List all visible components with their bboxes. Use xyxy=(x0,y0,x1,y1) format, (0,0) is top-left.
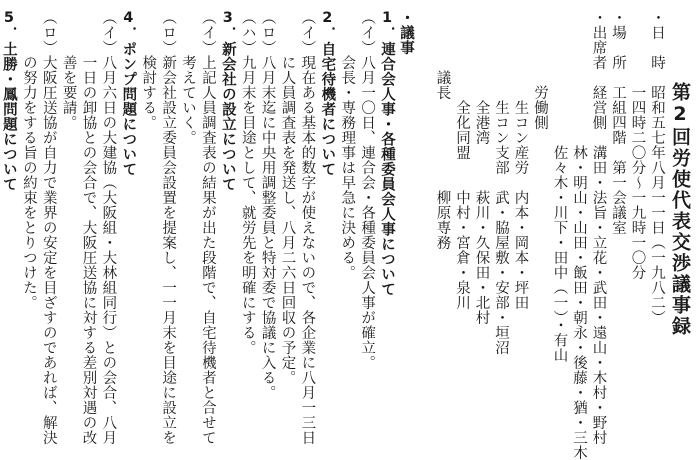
agenda-item-line: 会長・専務理事は早急に決める。 xyxy=(339,10,356,280)
header-line: 議長 柳原専務 xyxy=(434,10,451,250)
agenda-item-line: 考えていく。 xyxy=(180,10,196,145)
agenda-item-line: に人員調査表を発送し、八月二六日回収の予定。 xyxy=(279,10,296,385)
agenda-item-heading: 3．新会社の設立について xyxy=(219,10,236,192)
header-line: 生コン支部 武・脇屋敷・安部・垣沼 xyxy=(493,10,509,355)
header-line: ・場 所 工組四階 第一会議室 xyxy=(610,10,626,235)
agenda-item-line: （イ）八月六日の大建協（大阪組・大林組同行）との会合、八月 xyxy=(100,10,117,445)
header-line: 一四時二〇分〜一九時一〇分 xyxy=(629,10,646,280)
agenda-item-line: （イ）八月一〇日、連合会・各種委員会人事が確立。 xyxy=(359,10,376,370)
header-line: ・日 時 昭和五七年八月一一日（一九八二） xyxy=(649,10,665,325)
document-title: 第2回労使代表交渉議事録 xyxy=(669,82,691,337)
agenda-item-line: 一日の卸協との会合で、大阪圧送協に対する差別対遇の改 xyxy=(80,10,97,445)
agenda-item-line: （ロ）新会社設立委員会設置を提案し、一一月末を目途に設立を xyxy=(160,10,177,445)
agenda-item-heading: 2．自宅待機者について xyxy=(319,10,336,177)
agenda-item-line: の努力をする旨の約束をとりつけた。 xyxy=(20,10,37,310)
header-line: 全化同盟 中村・宮倉・泉川 xyxy=(454,10,470,310)
agenda-item-line: （ロ）大阪圧送協が自力で業界の安定を目ざすのであれば、解決 xyxy=(40,10,57,445)
agenda-item-line: （ハ）九月末を目途として、就労先を明確にする。 xyxy=(239,10,256,355)
agenda-item-line: 善を要請。 xyxy=(60,10,77,130)
header-line: ・出席者 経営側 溝田・法旨・立花・武田・遠山・木村・野村 xyxy=(590,10,607,445)
header-line: 林・明山・山田・飯田・朝永・後藤・猶・三木 xyxy=(571,10,587,460)
agenda-heading: ・議事 xyxy=(398,10,414,55)
header-line: 生コン産労 内本・岡本・坪田 xyxy=(512,10,529,310)
header-line: 労働側 xyxy=(532,10,548,130)
agenda-item-heading: 5．土勝・鳳問題について xyxy=(0,10,17,192)
header-line: 佐々木・川下・田中（一）・有山 xyxy=(551,10,568,363)
agenda-item-line: 検討する。 xyxy=(140,10,157,130)
agenda-item-line: （ロ）八月末迄に中央用調整委員と特対委で協議に入る。 xyxy=(259,10,276,400)
header-line: 全港湾 萩川・久保田・北村 xyxy=(473,10,490,325)
agenda-item-heading: 4．ポンプ問題について xyxy=(120,10,137,177)
agenda-item-line: （イ）上記人員調査表の結果が出た段階で、自宅待機者と合せて xyxy=(199,10,216,445)
agenda-item-heading: 1．連合会人事・各種委員会人事について xyxy=(379,10,395,297)
agenda-item-line: （イ）現在ある基本的数字が使えないので、各企業に八月一三日 xyxy=(299,10,316,445)
